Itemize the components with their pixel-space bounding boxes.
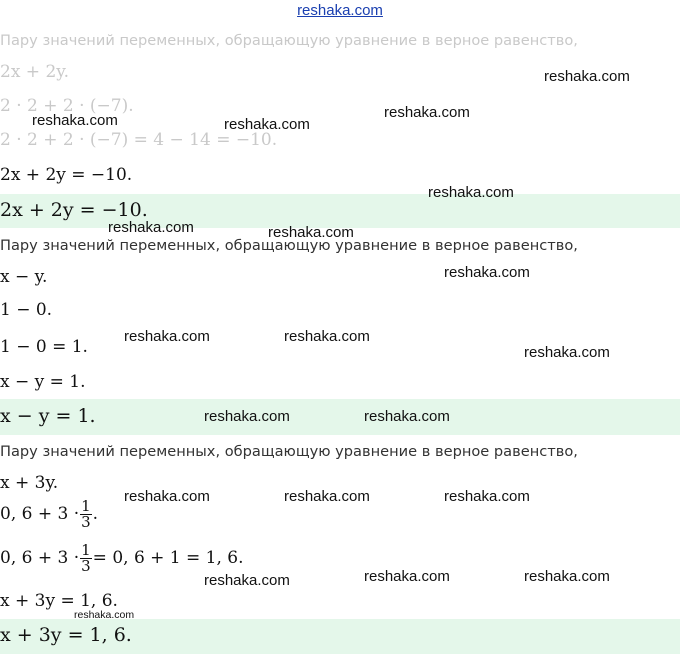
section-1-step-2: 2 · 2 + 2 · (−7). [0, 96, 134, 116]
section-2-answer: x − y = 1. [0, 405, 96, 427]
watermark: reshaka.com [444, 264, 530, 281]
section-3-step-2-right: . [92, 504, 99, 524]
fraction-numerator: 1 [81, 541, 91, 559]
fraction-denominator: 3 [81, 557, 91, 575]
section-2-step-3: 1 − 0 = 1. [0, 337, 88, 357]
section-1-intro: Пару значений переменных, обращающую уравнение в верное равенство, [0, 32, 578, 49]
section-3-step-2-left: 0, 6 + 3 · [0, 504, 80, 524]
watermark: reshaka.com [524, 568, 610, 585]
watermark: reshaka.com [544, 68, 630, 85]
watermark: reshaka.com [428, 184, 514, 201]
watermark: reshaka.com [444, 488, 530, 505]
watermark: reshaka.com [224, 116, 310, 133]
watermark: reshaka.com [204, 408, 290, 425]
section-3-step-4: x + 3y = 1, 6. [0, 591, 118, 611]
watermark-small: reshaka.com [74, 609, 135, 621]
section-3-step-2 [0, 499, 98, 530]
section-1-step-1: 2x + 2y. [0, 62, 70, 82]
watermark: reshaka.com [204, 572, 290, 589]
section-1-step-3: 2 · 2 + 2 · (−7) = 4 − 14 = −10. [0, 130, 278, 150]
section-2-step-2: 1 − 0. [0, 300, 53, 320]
watermark: reshaka.com [108, 219, 194, 236]
section-3-step-3-left: 0, 6 + 3 · [0, 548, 80, 568]
fraction-one-third [80, 543, 92, 574]
section-2-intro: Пару значений переменных, обращающую уравнение в верное равенство, [0, 237, 578, 254]
section-1-step-4: 2x + 2y = −10. [0, 165, 133, 185]
section-3-step-1: x + 3y. [0, 473, 59, 493]
section-3-step-3-right: = 0, 6 + 1 = 1, 6. [92, 548, 244, 568]
section-3-intro: Пару значений переменных, обращающую уравнение в верное равенство, [0, 443, 578, 460]
section-2-step-4: x − y = 1. [0, 372, 86, 392]
watermark: reshaka.com [364, 408, 450, 425]
watermark: reshaka.com [32, 112, 118, 129]
watermark: reshaka.com [284, 488, 370, 505]
watermark: reshaka.com [524, 344, 610, 361]
fraction-one-third [80, 499, 92, 530]
section-3-step-3 [0, 543, 244, 574]
watermark: reshaka.com [364, 568, 450, 585]
section-2-answer-band [0, 399, 680, 435]
watermark: reshaka.com [268, 224, 354, 241]
watermark: reshaka.com [384, 104, 470, 121]
watermark: reshaka.com [124, 328, 210, 345]
fraction-denominator: 3 [81, 513, 91, 531]
site-header-link[interactable]: reshaka.com [297, 2, 383, 19]
watermark: reshaka.com [124, 488, 210, 505]
section-1-answer: 2x + 2y = −10. [0, 199, 148, 221]
section-2-step-1: x − y. [0, 267, 48, 287]
section-3-answer: x + 3y = 1, 6. [0, 624, 132, 646]
fraction-numerator: 1 [81, 497, 91, 515]
watermark: reshaka.com [284, 328, 370, 345]
